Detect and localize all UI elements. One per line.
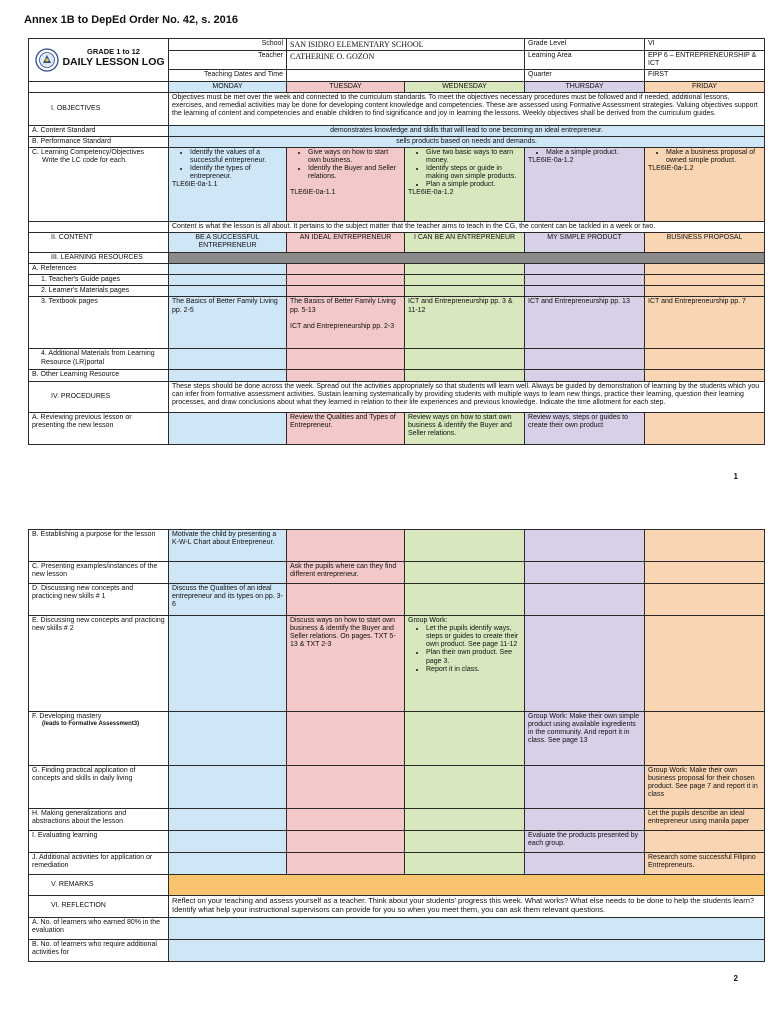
procedure-c-tuesday: Ask the pupils where can they find different entrepreneur.: [287, 562, 405, 584]
reflection-b-label: B. No. of learners who require additional activities for: [29, 940, 169, 962]
textbook-thursday: [525, 297, 645, 349]
textbook-ref: ICT and Entrepreneurship pp. 2-3: [290, 322, 395, 330]
procedure-a-friday: [645, 412, 765, 444]
remarks-label: V. REMARKS: [29, 875, 169, 896]
list-item: • Identify the values of a successful entrepreneur.: [190, 149, 283, 165]
grade-level-value: VI: [645, 39, 765, 51]
objectives-note: Objectives must be met over the week and connected to the curriculum standards. To meet the objectives necessary procedures must be followed and if needed, additional lessons, exercises, and remedial activities may be done for developing content knowledge and competencies. These are assessed using Formative Assessment strategies. Valuing objectives support the learning of content and competencies and enable children to find significance and joy in learning the lessons. Weekly objectives shall be derived from the curriculum guides.: [169, 92, 765, 125]
resources-band: [169, 253, 765, 264]
quarter-label: Quarter: [525, 70, 645, 81]
procedure-a-tuesday: Review the Qualities and Types of Entrepreneur.: [287, 412, 405, 444]
procedure-i-label: I. Evaluating learning: [29, 831, 169, 853]
procedure-c-monday: [169, 562, 287, 584]
day-wednesday: WEDNESDAY: [405, 81, 525, 92]
procedures-label: IV. PROCEDURES: [29, 381, 169, 412]
procedure-a-monday: [169, 412, 287, 444]
learning-area-value: EPP 6 – ENTREPRENEURSHIP & ICT: [645, 51, 765, 70]
procedure-b-tuesday: [287, 530, 405, 562]
procedure-f-label: F. Developing mastery: [32, 713, 102, 720]
competency-label: C. Learning Competency/Objectives: [32, 148, 145, 156]
procedure-b-monday: Motivate the child by presenting a K-W-L Chart about Entrepreneur.: [169, 530, 287, 562]
procedure-e-tuesday: Discuss ways on how to start own business & identify the Buyer and Seller relations. On pages. TXT 5-13 & TXT 2-3: [287, 616, 405, 712]
learning-area-label: Learning Area: [525, 51, 645, 70]
procedure-d-friday: [645, 584, 765, 616]
performance-standard-value: sells products based on needs and demands.: [169, 136, 765, 147]
procedure-d-wednesday: [405, 584, 525, 616]
procedure-b-label: B. Establishing a purpose for the lesson: [29, 530, 169, 562]
teachers-guide-label: 1. Teacher's Guide pages: [29, 275, 169, 286]
procedure-f-thursday: Group Work: Make their own simple product using available ingredients in the community. And report it in class. See page 13: [525, 712, 645, 766]
school-value: SAN ISIDRO ELEMENTARY SCHOOL: [287, 39, 525, 51]
group-work-title: Group Work:: [408, 617, 448, 624]
lc-code: TLE6IE-0a-1.2: [408, 189, 454, 197]
textbook-monday: [169, 297, 287, 349]
textbook-ref: ICT and Entrepreneurship pp. 13: [528, 298, 630, 306]
daily-lesson-log-page-1: [28, 38, 765, 445]
procedure-d-tuesday: [287, 584, 405, 616]
day-header-blank: [29, 81, 169, 92]
reflection-a-band: [169, 918, 765, 940]
list-item: • Report it in class.: [426, 666, 521, 674]
daily-lesson-log-page-2: [28, 529, 765, 962]
annex-reference: Annex 1B to DepEd Order No. 42, s. 2016: [24, 14, 238, 26]
procedures-note: These steps should be done across the week. Spread out the activities appropriately so that students will learn well. Always be guided by demonstration of learning by the students which you can infer from formative assessment activities. Sustain learning systematically by providing students with multiple ways to learn new things, practice their learning, question their learning processes, and draw conclusions about what they learned in relation to their life experiences and previous knowledge. Indicate the time allotment for each step.: [169, 381, 765, 412]
textbook-ref: ICT and Entrepreneurship pp. 3 & 11-12: [408, 298, 513, 314]
deped-seal-icon: [35, 48, 59, 72]
content-thursday: MY SIMPLE PRODUCT: [525, 233, 645, 253]
competency-sublabel: Write the LC code for each.: [42, 157, 128, 165]
competency-tuesday: [287, 147, 405, 221]
list-item: • Give two basic ways to earn money.: [426, 149, 521, 165]
school-label: School: [169, 39, 287, 51]
day-tuesday: TUESDAY: [287, 81, 405, 92]
content-standard-value: demonstrates knowledge and skills that will lead to one becoming an ideal entrepreneur.: [169, 125, 765, 136]
list-item: • Plan their own product. See page 3.: [426, 649, 521, 665]
list-item: • Identify the types of entrepreneur.: [190, 165, 283, 181]
page-number: 2: [733, 974, 738, 983]
list-item: • Let the pupils identify ways, steps or guides to create their own product. See page 11-12: [426, 625, 521, 649]
procedure-f-sublabel: (leads to Formative Assessment3): [42, 721, 140, 728]
textbook-ref: The Basics of Better Family Living pp. 2-5: [172, 298, 278, 314]
procedure-d-monday: Discuss the Qualities of an ideal entrepreneur and its types on pp. 3-6: [169, 584, 287, 616]
dates-label: Teaching Dates and Time: [169, 70, 287, 81]
procedure-f-label-cell: [29, 712, 169, 766]
page-number: 1: [733, 472, 738, 481]
list-item: • Give ways on how to start own business.: [308, 149, 401, 165]
lc-code: TLE6IE-0a-1.1: [290, 189, 336, 197]
procedure-c-friday: [645, 562, 765, 584]
content-label: II. CONTENT: [29, 233, 169, 253]
content-monday: BE A SUCCESSFUL ENTREPRENEUR: [169, 233, 287, 253]
textbook-friday: [645, 297, 765, 349]
reflection-a-label: A. No. of learners who earned 80% in the evaluation: [29, 918, 169, 940]
reflection-label: VI. REFLECTION: [29, 896, 169, 918]
procedure-g-label: G. Finding practical application of concepts and skills in daily living: [29, 766, 169, 809]
content-tuesday: AN IDEAL ENTREPRENEUR: [287, 233, 405, 253]
procedure-b-friday: [645, 530, 765, 562]
list-item: • Make a business proposal of owned simple product.: [666, 149, 761, 165]
procedure-j-friday: Research some successful Filipino Entrepreneurs.: [645, 853, 765, 875]
references-label: A. References: [29, 264, 169, 275]
textbook-wednesday: [405, 297, 525, 349]
procedure-d-thursday: [525, 584, 645, 616]
procedure-g-friday: Group Work: Make their own business proposal for their chosen product. See page 7 and report it in class: [645, 766, 765, 809]
competency-thursday: [525, 147, 645, 221]
log-title-block: [29, 39, 169, 82]
lc-code: TLE6IE-0a-1.2: [528, 157, 574, 165]
content-wednesday: I CAN BE AN ENTREPRENEUR: [405, 233, 525, 253]
dates-value: [287, 70, 525, 81]
lc-code: TLE6IE-0a-1.2: [648, 165, 694, 173]
day-friday: FRIDAY: [645, 81, 765, 92]
content-note-blank: [29, 221, 169, 232]
competency-label-cell: [29, 147, 169, 221]
procedure-c-label: C. Presenting examples/instances of the new lesson: [29, 562, 169, 584]
procedure-j-label: J. Additional activities for application or remediation: [29, 853, 169, 875]
content-note: Content is what the lesson is all about. It pertains to the subject matter that the teacher aims to teach in the CG, the content can be tackled in a week or two.: [169, 221, 765, 232]
procedure-b-thursday: [525, 530, 645, 562]
lc-code: TLE6IE-0a-1.1: [172, 181, 218, 189]
competency-friday: [645, 147, 765, 221]
procedure-e-wednesday: [405, 616, 525, 712]
textbook-ref: ICT and Entrepreneurship pp. 7: [648, 298, 746, 306]
procedure-b-wednesday: [405, 530, 525, 562]
objectives-label: I. OBJECTIVES: [29, 92, 169, 125]
grade-title: GRADE 1 to 12: [87, 46, 140, 56]
quarter-value: FIRST: [645, 70, 765, 81]
procedure-a-label: A. Reviewing previous lesson or presenting the new lesson: [29, 412, 169, 444]
resources-label: III. LEARNING RESOURCES: [29, 253, 169, 264]
list-item: • Make a simple product.: [546, 149, 641, 157]
other-resource-label: B. Other Learning Resource: [29, 370, 169, 381]
remarks-band: [169, 875, 765, 896]
list-item: • Plan a simple product.: [426, 181, 521, 189]
procedure-e-label: E. Discussing new concepts and practicing new skills # 2: [29, 616, 169, 712]
procedure-d-label: D. Discussing new concepts and practicing new skills # 1: [29, 584, 169, 616]
learners-materials-label: 2. Learner's Materials pages: [29, 286, 169, 297]
procedure-a-wednesday: Review ways on how to start own business & identify the Buyer and Seller relations.: [405, 412, 525, 444]
textbook-tuesday: [287, 297, 405, 349]
log-title: DAILY LESSON LOG: [62, 56, 165, 69]
procedure-h-label: H. Making generalizations and abstractions about the lesson: [29, 809, 169, 831]
competency-wednesday: [405, 147, 525, 221]
reflection-note: Reflect on your teaching and assess yourself as a teacher. Think about your students' progress this week. What works? What else needs to be done to help the students learn? Identify what help your instructional supervisors can provide for you so when you meet them, you can ask them relevant questions.: [169, 896, 765, 918]
content-friday: BUSINESS PROPOSAL: [645, 233, 765, 253]
grade-level-label: Grade Level: [525, 39, 645, 51]
list-item: • Identify steps or guide in making own simple products.: [426, 165, 521, 181]
additional-materials-label: 4. Additional Materials from Learning Resource (LR)portal: [29, 349, 169, 370]
procedure-a-thursday: Review ways, steps or guides to create their own product: [525, 412, 645, 444]
teacher-label: Teacher: [169, 51, 287, 70]
day-monday: MONDAY: [169, 81, 287, 92]
day-thursday: THURSDAY: [525, 81, 645, 92]
textbook-label: 3. Textbook pages: [29, 297, 169, 349]
textbook-ref: The Basics of Better Family Living pp. 5-13: [290, 298, 396, 314]
performance-standard-label: B. Performance Standard: [29, 136, 169, 147]
list-item: • Identify the Buyer and Seller relations.: [308, 165, 401, 181]
procedure-h-friday: Let the pupils describe an ideal entrepreneur using manila paper: [645, 809, 765, 831]
teacher-value: CATHERINE O. GOZON: [287, 51, 525, 70]
procedure-i-thursday: Evaluate the products presented by each group.: [525, 831, 645, 853]
competency-monday: [169, 147, 287, 221]
reflection-b-band: [169, 940, 765, 962]
content-standard-label: A. Content Standard: [29, 125, 169, 136]
procedure-c-thursday: [525, 562, 645, 584]
procedure-c-wednesday: [405, 562, 525, 584]
